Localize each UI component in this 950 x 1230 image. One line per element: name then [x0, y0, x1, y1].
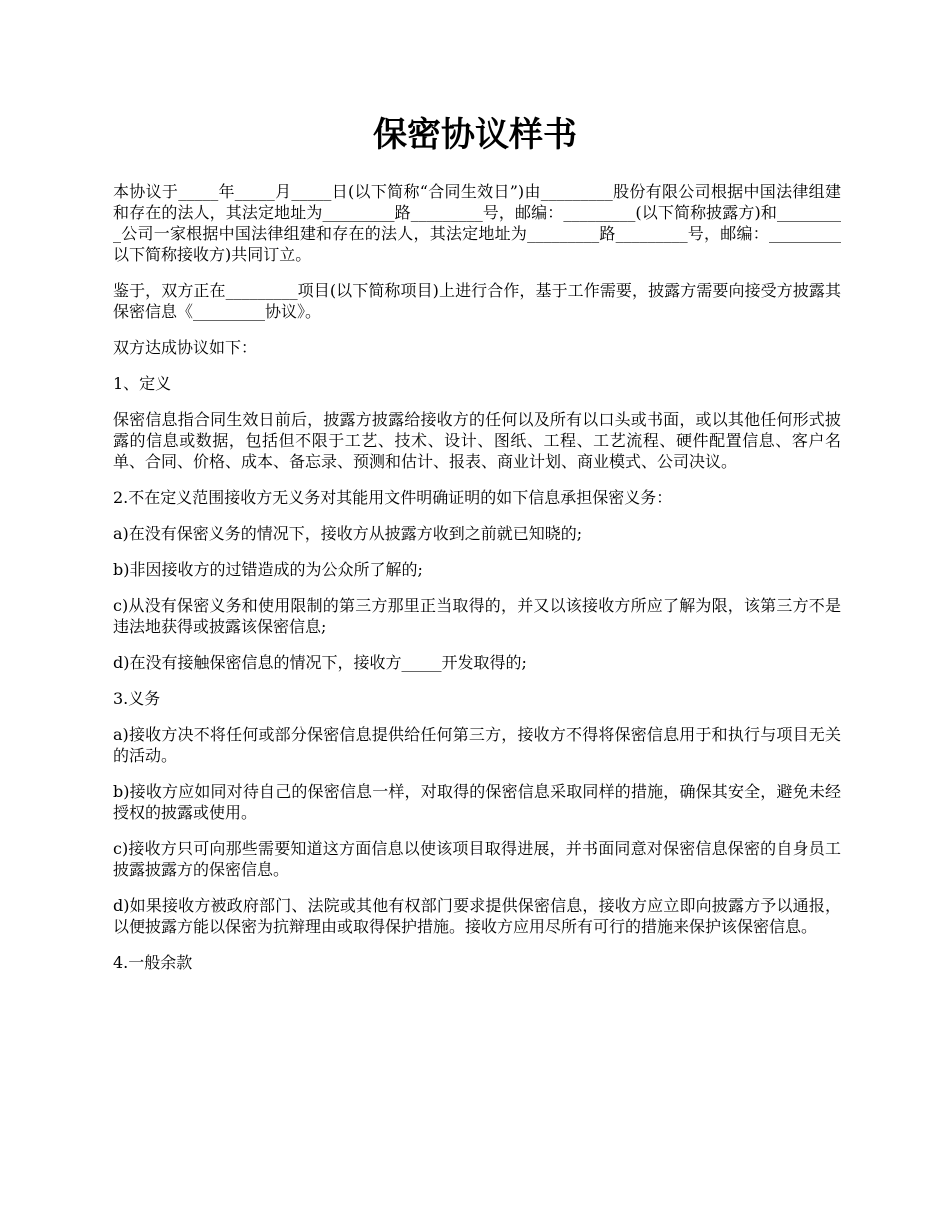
document-title: 保密协议样书	[373, 115, 577, 155]
whereas-paragraph: 鉴于，双方正在_________项目(以下简称项目)上进行合作，基于工作需要，披露方需要向接受方披露其保密信息《_________协议》。	[113, 281, 841, 321]
definition-paragraph: 保密信息指合同生效日前后，披露方披露给接收方的任何以及所有以口头或书面，或以其他任何形式披露的信息或数据，包括但不限于工艺、技术、设计、图纸、工程、工艺流程、硬件配置信息、客户名单、合同、价格、成本、备忘录、预测和估计、报表、商业计划、商业模式、公司决议。	[113, 410, 841, 471]
section-heading-definition: 1、定义	[113, 374, 172, 393]
obligation-item-a: a)接收方决不将任何或部分保密信息提供给任何第三方，接收方不得将保密信息用于和执行与项目无关的活动。	[113, 725, 841, 765]
exclusion-item-d: d)在没有接触保密信息的情况下，接收方_____开发取得的;	[113, 653, 527, 672]
exclusion-item-a: a)在没有保密义务的情况下，接收方从披露方收到之前就已知晓的;	[113, 524, 583, 543]
section-heading-obligations: 3.义务	[113, 689, 161, 708]
obligation-item-d: d)如果接收方被政府部门、法院或其他有权部门要求提供保密信息，接收方应立即向披露方予以通报，以便披露方能以保密为抗辩理由或取得保护措施。接收方应用尽所有可行的措施来保护该保密信息。	[113, 896, 841, 936]
exclusion-item-c: c)从没有保密义务和使用限制的第三方那里正当取得的，并又以该接收方所应了解为限，该第三方不是违法地获得或披露该保密信息;	[113, 596, 841, 636]
agreement-statement: 双方达成协议如下：	[113, 338, 258, 357]
exclusion-item-b: b)非因接收方的过错造成的为公众所了解的;	[113, 560, 423, 579]
document-body	[113, 181, 841, 988]
obligation-item-b: b)接收方应如同对待自己的保密信息一样，对取得的保密信息采取同样的措施，确保其安全，避免未经授权的披露或使用。	[113, 782, 841, 822]
section-heading-general: 4.一般余款	[113, 953, 193, 972]
obligation-item-c: c)接收方只可向那些需要知道这方面信息以使该项目取得进展，并书面同意对保密信息保密的自身员工披露披露方的保密信息。	[113, 839, 841, 879]
section-heading-exclusions: 2.不在定义范围接收方无义务对其能用文件明确证明的如下信息承担保密义务：	[113, 488, 673, 507]
intro-paragraph: 本协议于_____年_____月_____日(以下简称“合同生效日”)由_________股份有限公司根据中国法律组建和存在的法人，其法定地址为_________路_________号，邮编：_________(以下简称披露方)和_________公司一家根据中国法律组建和存在的法人，其法定地址为_________路_________号，邮编：_________以下简称接收方)共同订立。	[113, 182, 841, 264]
